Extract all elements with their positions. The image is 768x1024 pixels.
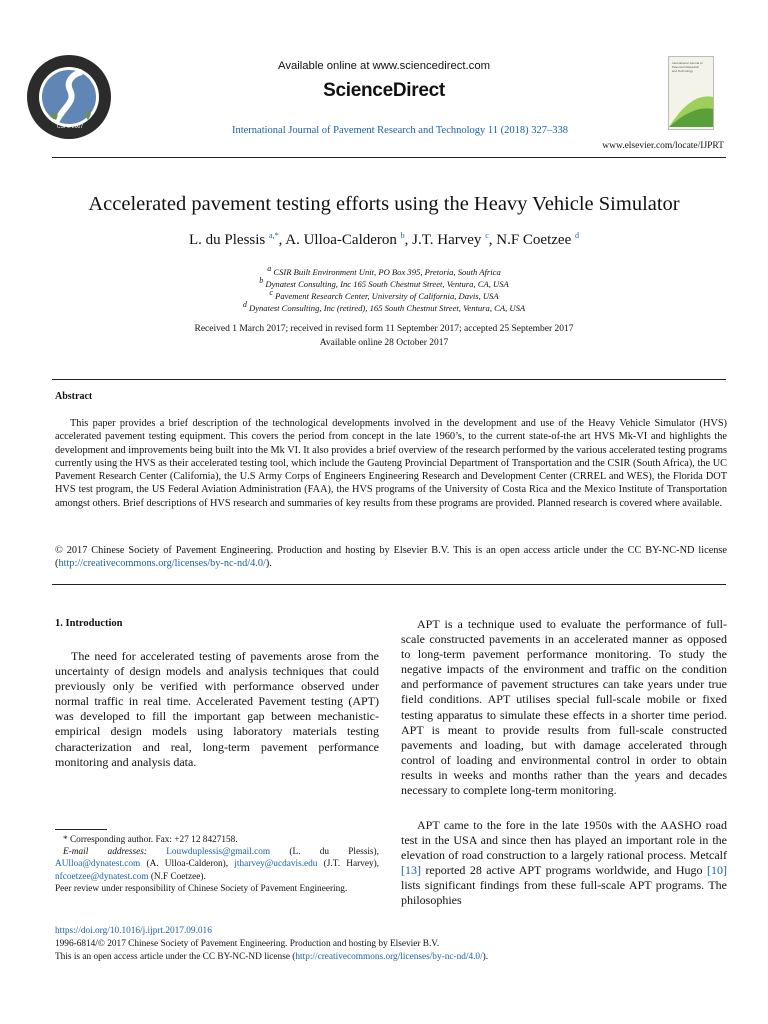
cspe-logo (26, 54, 112, 140)
open-access-link[interactable]: http://creativecommons.org/licenses/by-nc-nd/4.0/ (295, 952, 483, 962)
abstract-heading: Abstract (55, 391, 93, 402)
affiliations (60, 266, 708, 314)
email-link[interactable]: Louwduplessis@gmail.com (166, 847, 271, 858)
cover-art-icon (669, 87, 713, 127)
email-owner: (A. Ulloa-Calderon), (146, 859, 229, 870)
email-link[interactable]: jtharvey@ucdavis.edu (234, 859, 318, 870)
logo-text: CSPE 2007 (56, 124, 84, 130)
email-owner: (L. du Plessis), (289, 847, 379, 858)
cover-line: International Journal of (672, 61, 703, 65)
email-link[interactable]: nfcoetzee@dynatest.com (55, 871, 149, 882)
journal-cover[interactable] (668, 56, 714, 130)
affiliation-text: Pavement Research Center, University of California, Davis, USA (275, 291, 499, 301)
journal-reference[interactable]: International Journal of Pavement Research and Technology 11 (2018) 327–338 (231, 125, 569, 136)
author-name: A. Ulloa-Calderon (285, 232, 397, 248)
footnote (55, 834, 379, 895)
affiliation (60, 302, 708, 314)
open-access-end: ). (482, 952, 489, 962)
open-access-line (55, 952, 488, 962)
issn-line: 1996-6814/© 2017 Chinese Society of Pavement Engineering. Production and hosting by Elsevier B.V. (55, 939, 440, 949)
affiliation-sup: d (242, 300, 247, 310)
author-name: N.F Coetzee (496, 232, 572, 248)
abstract-body: This paper provides a brief description of the technological developments involved in the development and use of the Heavy Vehicle Simulator (HVS) accelerated pavement testing equipment. This covers the period from concept in the late 1960’s, to the current state-of-the art HVS Mk-VI and highlights the development and improvements being built into the Mk VI. It also provides a brief overview of the research performed by the various accelerated testing programs currently using the HVS as their accelerated testing tool, which include the Gauteng Provincial Department of Transportation and the CSIR (South Africa), the UC Pavement Research Center (California), the U.S Army Corps of Engineers Engineering Research and Development Center (CRREL and WES), the Florida DOT HVS test program, the US Federal Aviation Administration (FAA), the HVS programs of the University of Costa Rica and the Mexico Institute of Transportation amongst others. Brief descriptions of HVS research and summaries of key results from these programs are provided. Planned research is covered where available. (55, 418, 727, 509)
footnote-rule (55, 829, 107, 830)
author-list: L. du Plessis $^{a,*}$, A. Ulloa-Calderon $^b$, J.T. Harvey $^c$, N.F Coetzee $^d$ (189, 231, 579, 248)
abstract-bottom-rule (52, 584, 726, 585)
affiliation-sup: a (267, 264, 272, 274)
elsevier-url[interactable]: www.elsevier.com/locate/IJPRT (602, 141, 724, 151)
peer-review-note: Peer review under responsibility of Chinese Society of Pavement Engineering. (55, 883, 348, 894)
citation-link[interactable]: [10] (707, 863, 727, 878)
email-owner: (N.F Coetzee). (150, 871, 206, 882)
available-online-date: Available online 28 October 2017 (319, 338, 449, 348)
corresponding-text: Corresponding author. Fax: +27 12 8427158. (69, 835, 238, 845)
affiliation (60, 290, 708, 302)
doi-link[interactable]: https://doi.org/10.1016/j.ijprt.2017.09.016 (55, 926, 212, 936)
available-online: Available online at www.sciencedirect.com (277, 60, 491, 72)
citation-link[interactable]: [13] (401, 863, 421, 878)
affiliation-sup: c (269, 288, 273, 298)
paragraph-text: lists significant findings from these full-scale APT programs. The philosophies (401, 878, 727, 908)
right-column-paragraph-2 (401, 818, 727, 909)
author-sup[interactable]: d (574, 231, 579, 240)
copyright-text: © 2017 Chinese Society of Pavement Engineering. Production and hosting by Elsevier B.V. This is an open access article under the CC BY-NC-ND license ( (55, 545, 727, 570)
email-note (55, 846, 379, 883)
cover-line: Pavement Research (672, 65, 700, 69)
affiliation-text: CSIR Built Environment Unit, PO Box 395, Pretoria, South Africa (273, 267, 501, 277)
affiliation-text: Dynatest Consulting, Inc 165 South Chestnut Street, Ventura, CA, USA (265, 279, 509, 289)
affiliation (60, 278, 708, 290)
copyright-end: ). (265, 558, 272, 570)
email-link[interactable]: AUlloa@dynatest.com (55, 859, 141, 870)
license-link[interactable]: http://creativecommons.org/licenses/by-nc-nd/4.0/ (58, 558, 266, 570)
author-sup[interactable]: a,* (269, 231, 279, 240)
affiliation-sup: b (259, 276, 264, 286)
header-rule (52, 157, 726, 158)
paper-title: Accelerated pavement testing efforts using the Heavy Vehicle Simulator (88, 193, 680, 215)
paragraph-text: APT came to the fore in the late 1950s with the AASHO road test in the USA and since then has played an important role in the elevation of road construction to a largely rational process. Metcalf (401, 818, 727, 863)
abstract-copyright (55, 544, 727, 571)
right-column-paragraph: APT is a technique used to evaluate the performance of full-scale constructed pavements in an accelerated manner as opposed to long-term pavement performance monitoring. To study the negative impacts of the environment and traffic on the condition and performance of pavement structures can take years under true field conditions. APT utilises special full-scale mobile or fixed testing apparatus to simulate these effects in a shorter time period. APT is meant to provide results from full-scale constructed pavements and loading, but with damage accelerated through control of loading and environmental control in order to obtain results in weeks and months rather than the years and decades necessary to complete long-term monitoring. (401, 617, 727, 798)
author-sup[interactable]: c (485, 231, 489, 240)
abstract-top-rule (52, 379, 726, 380)
affiliation-text: Dynatest Consulting, Inc (retired), 165 South Chestnut Street, Ventura, CA, USA (248, 303, 526, 313)
paragraph-text: reported 28 active APT programs worldwide, and Hugo (421, 863, 707, 878)
intro-paragraph: The need for accelerated testing of pavements arose from the uncertainty of design models and analysis techniques that could previously only be verified with performance observed under normal traffic in real time. Accelerated Pavement testing (APT) was developed to fill the important gap between mechanistic-empirical design models using laboratory materials testing characterization and real, long-term pavement performance monitoring and analysis data. (55, 649, 379, 769)
author-name: J.T. Harvey (412, 232, 482, 248)
cover-title (672, 61, 710, 73)
author-sup[interactable]: b (400, 231, 405, 240)
email-label: E-mail addresses: (63, 847, 147, 858)
author-name: L. du Plessis (189, 232, 266, 248)
received-dates: Received 1 March 2017; received in revised form 11 September 2017; accepted 25 September 2017 (194, 324, 574, 334)
sciencedirect-brand[interactable]: ScienceDirect (323, 80, 445, 101)
affiliation (60, 266, 708, 278)
section-heading-introduction: 1. Introduction (55, 618, 123, 629)
email-owner: (J.T. Harvey), (323, 859, 380, 870)
open-access-text: This is an open access article under the CC BY-NC-ND license ( (55, 952, 296, 962)
cover-line: and Technology (672, 69, 693, 73)
corresponding-note: * Corresponding author. Fax: +27 12 8427158. (63, 835, 238, 845)
